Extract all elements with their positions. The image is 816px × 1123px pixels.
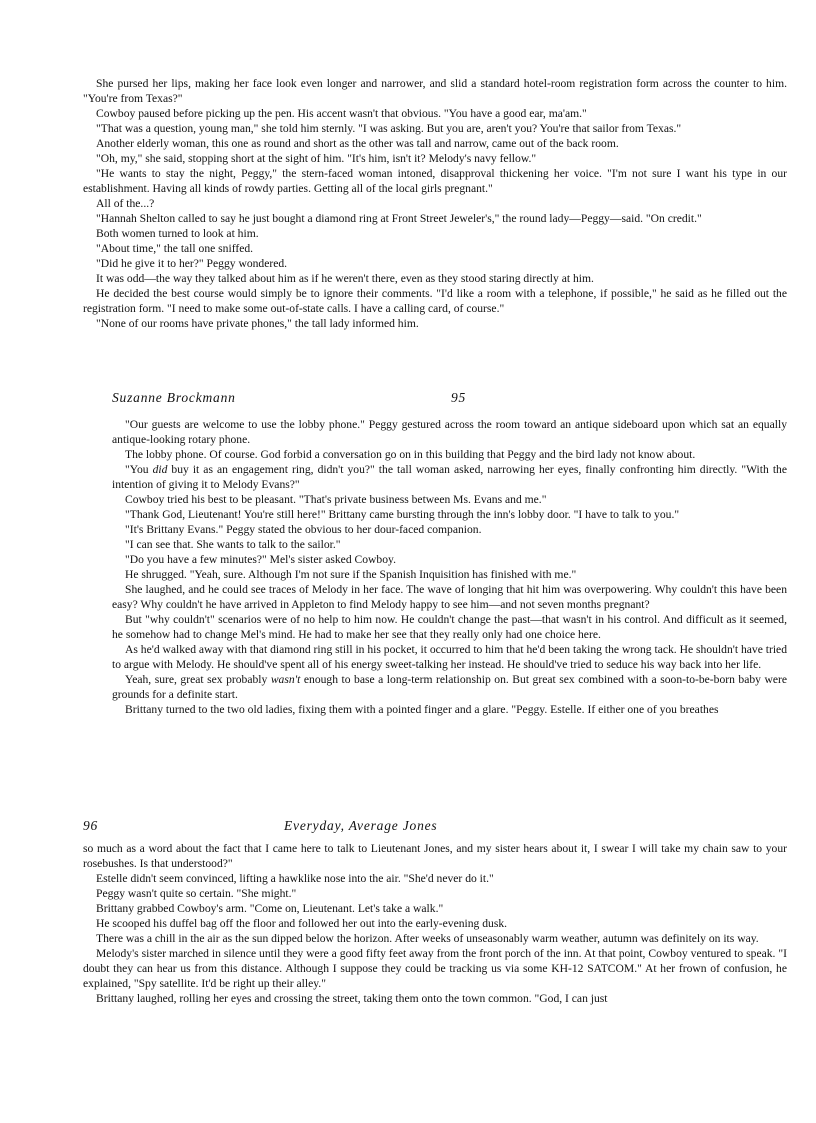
paragraph: Peggy wasn't quite so certain. "She might." [96, 887, 297, 900]
text-run: enough to base a long-term relationship on. But great sex combined with a soon-to-be-born baby were grounds for a definite start. [112, 673, 787, 701]
emphasis: did [152, 463, 168, 476]
text-block-bottom [83, 841, 787, 1006]
paragraph: Brittany grabbed Cowboy's arm. "Come on, Lieutenant. Let's take a walk." [96, 902, 444, 915]
paragraph: "That was a question, young man," she told him sternly. "I was asking. But you are, aren't you? You're that sailor from Texas." [96, 122, 682, 135]
paragraph: "Our guests are welcome to use the lobby phone." Peggy gestured across the room toward an antique sideboard upon which sat an equally antique-looking rotary phone. [112, 418, 787, 446]
paragraph: "It's Brittany Evans." Peggy stated the obvious to her dour-faced companion. [125, 523, 482, 536]
paragraph: "Oh, my," she said, stopping short at the sight of him. "It's him, isn't it? Melody's navy fellow." [96, 152, 537, 165]
paragraph: "About time," the tall one sniffed. [96, 242, 254, 255]
page-number-96: 96 [83, 818, 99, 833]
paragraph: He shrugged. "Yeah, sure. Although I'm not sure if the Spanish Inquisition has finished with me." [125, 568, 577, 581]
paragraph: Cowboy tried his best to be pleasant. "That's private business between Ms. Evans and me." [125, 493, 547, 506]
paragraph: Estelle didn't seem convinced, lifting a hawklike nose into the air. "She'd never do it." [96, 872, 494, 885]
paragraph: But "why couldn't" scenarios were of no help to him now. He couldn't change the past—that wasn't in his control. And difficult as it seemed, he somehow had to change Mel's mind. He had to make her see that they really only had one choice here. [112, 613, 787, 641]
running-header-title: Everyday, Average Jones [284, 818, 438, 833]
paragraph: Both women turned to look at him. [96, 227, 259, 240]
paragraph: As he'd walked away with that diamond ring still in his pocket, it occurred to him that he'd been taking the wrong tack. He shouldn't have tried to argue with Melody. He should've spent all of his energy sweet-talking her instead. He should've tried to seduce his way back into her life. [112, 643, 787, 671]
running-header-author: Suzanne Brockmann [112, 390, 236, 405]
paragraph: Brittany laughed, rolling her eyes and crossing the street, taking them onto the town common. "God, I can just [96, 992, 608, 1005]
paragraph: so much as a word about the fact that I came here to talk to Lieutenant Jones, and my sister hears about it, I swear I will take my chain saw to your rosebushes. Is that understood?" [83, 842, 787, 870]
paragraph: Brittany turned to the two old ladies, fixing them with a pointed finger and a glare. "Peggy. Estelle. If either one of you breathes [125, 703, 719, 716]
paragraph: The lobby phone. Of course. God forbid a conversation go on in this building that Peggy and the bird lady not know about. [125, 448, 696, 461]
paragraph: "I can see that. She wants to talk to the sailor." [125, 538, 341, 551]
paragraph [112, 672, 787, 702]
page-number-95: 95 [451, 390, 467, 405]
paragraph: "Do you have a few minutes?" Mel's sister asked Cowboy. [125, 553, 396, 566]
paragraph: She laughed, and he could see traces of Melody in her face. The wave of longing that hit him was overpowering. Why couldn't this have been easy? Why couldn't he have arrived in Appleton to find Melody happy to see him—and not seven months pregnant? [112, 583, 787, 611]
paragraph: He scooped his duffel bag off the floor and followed her out into the early-evening dusk. [96, 917, 508, 930]
emphasis: wasn't [270, 673, 301, 686]
text-run: "You [125, 463, 153, 476]
paragraph [112, 462, 787, 492]
text-run: Yeah, sure, great sex probably [125, 673, 271, 686]
paragraph: "Did he give it to her?" Peggy wondered. [96, 257, 288, 270]
paragraph: "Hannah Shelton called to say he just bought a diamond ring at Front Street Jeweler's," the round lady—Peggy—said. "On credit." [96, 212, 702, 225]
paragraph: Melody's sister marched in silence until they were a good fifty feet away from the front porch of the inn. At that point, Cowboy ventured to speak. "I doubt they can hear us from this distance. Although I suppose they could be tracking us via some KH-12 SATCOM." At her frown of confusion, he explained, "Spy satellite. It'd be right up their alley." [83, 947, 787, 990]
paragraph: He decided the best course would simply be to ignore their comments. "I'd like a room with a telephone, if possible," he said as he filled out the registration form. "I need to make some out-of-state calls. I have a calling card, of course." [83, 287, 787, 315]
paragraph: Another elderly woman, this one as round and short as the other was tall and narrow, came out of the back room. [96, 137, 619, 150]
text-run: buy it as an engagement ring, didn't you?" the tall woman asked, narrowing her eyes, finally confronting him directly. "With the intention of giving it to Melody Evans?" [112, 463, 787, 491]
paragraph: "He wants to stay the night, Peggy," the stern-faced woman intoned, disapproval thickening her voice. "I'm not sure I want his type in our establishment. Having all kinds of rowdy parties. Getting all of the local girls pregnant." [83, 167, 787, 195]
paragraph: Cowboy paused before picking up the pen. His accent wasn't that obvious. "You have a good ear, ma'am." [96, 107, 587, 120]
text-block-top [83, 76, 787, 331]
text-block-middle [112, 417, 787, 717]
paragraph: It was odd—the way they talked about him as if he weren't there, even as they stood staring directly at him. [96, 272, 594, 285]
paragraph: "None of our rooms have private phones," the tall lady informed him. [96, 317, 419, 330]
paragraph: She pursed her lips, making her face look even longer and narrower, and slid a standard hotel-room registration form across the counter to him. "You're from Texas?" [83, 77, 787, 105]
paragraph: There was a chill in the air as the sun dipped below the horizon. After weeks of unseasonably warm weather, autumn was definitely on its way. [96, 932, 759, 945]
paragraph: All of the...? [96, 197, 155, 210]
paragraph: "Thank God, Lieutenant! You're still here!" Brittany came bursting through the inn's lobby door. "I have to talk to you." [125, 508, 680, 521]
